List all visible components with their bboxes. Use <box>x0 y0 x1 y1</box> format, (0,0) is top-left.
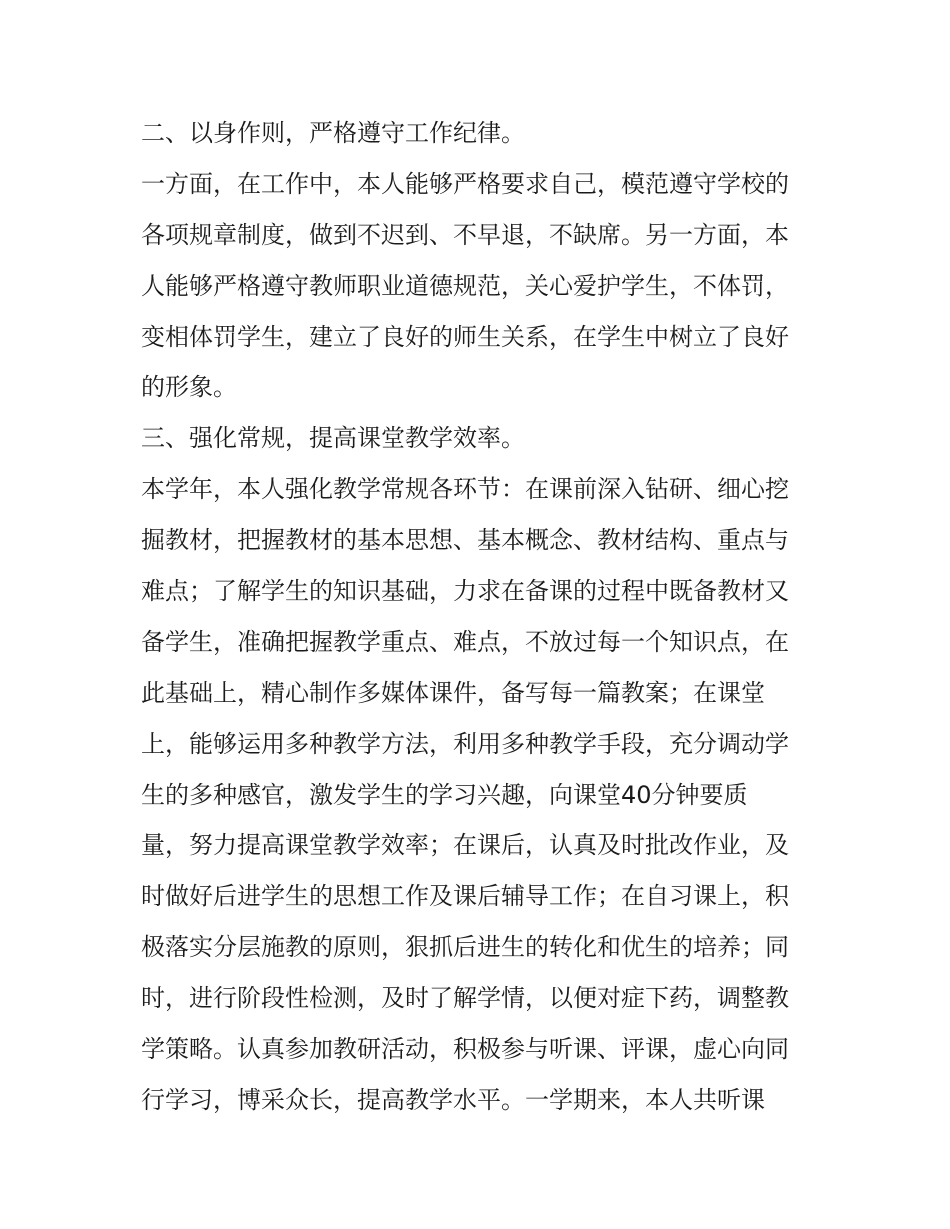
text-line: 各项规章制度，做到不迟到、不早退，不缺席。另一方面，本 <box>141 220 789 249</box>
text-line: 时，进行阶段性检测，及时了解学情，以便对症下药，调整教 <box>141 984 789 1013</box>
text-line: 本学年，本人强化教学常规各环节：在课前深入钻研、细心挖 <box>141 475 789 504</box>
text-line: 人能够严格遵守教师职业道德规范，关心爱护学生，不体罚， <box>141 271 789 300</box>
text-line: 一方面，在工作中，本人能够严格要求自己，模范遵守学校的 <box>141 169 789 198</box>
text-line: 极落实分层施教的原则，狠抓后进生的转化和优生的培养；同 <box>141 933 789 962</box>
text-line: 量，努力提高课堂教学效率；在课后，认真及时批改作业，及 <box>141 831 789 860</box>
text-line: 学策略。认真参加教研活动，积极参与听课、评课，虚心向同 <box>141 1035 789 1064</box>
text-line: 掘教材，把握教材的基本思想、基本概念、教材结构、重点与 <box>141 526 789 555</box>
text-line: 行学习，博采众长，提高教学水平。一学期来，本人共听课 <box>141 1085 765 1114</box>
text-line: 备学生，准确把握教学重点、难点，不放过每一个知识点，在 <box>141 627 789 656</box>
text-line: 变相体罚学生，建立了良好的师生关系，在学生中树立了良好 <box>141 322 789 351</box>
text-line: 生的多种感官，激发学生的学习兴趣，向课堂40分钟要质 <box>141 780 748 809</box>
text-line: 的形象。 <box>141 373 237 402</box>
text-line: 时做好后进学生的思想工作及课后辅导工作；在自习课上，积 <box>141 882 789 911</box>
text-line: 二、以身作则，严格遵守工作纪律。 <box>141 119 525 147</box>
text-line: 上，能够运用多种教学方法，利用多种教学手段，充分调动学 <box>141 729 789 758</box>
text-line: 此基础上，精心制作多媒体课件，备写每一篇教案；在课堂 <box>141 678 765 707</box>
text-line: 三、强化常规，提高课堂教学效率。 <box>141 424 525 453</box>
document-body <box>141 108 821 1126</box>
text-line: 难点；了解学生的知识基础，力求在备课的过程中既备教材又 <box>141 577 789 606</box>
